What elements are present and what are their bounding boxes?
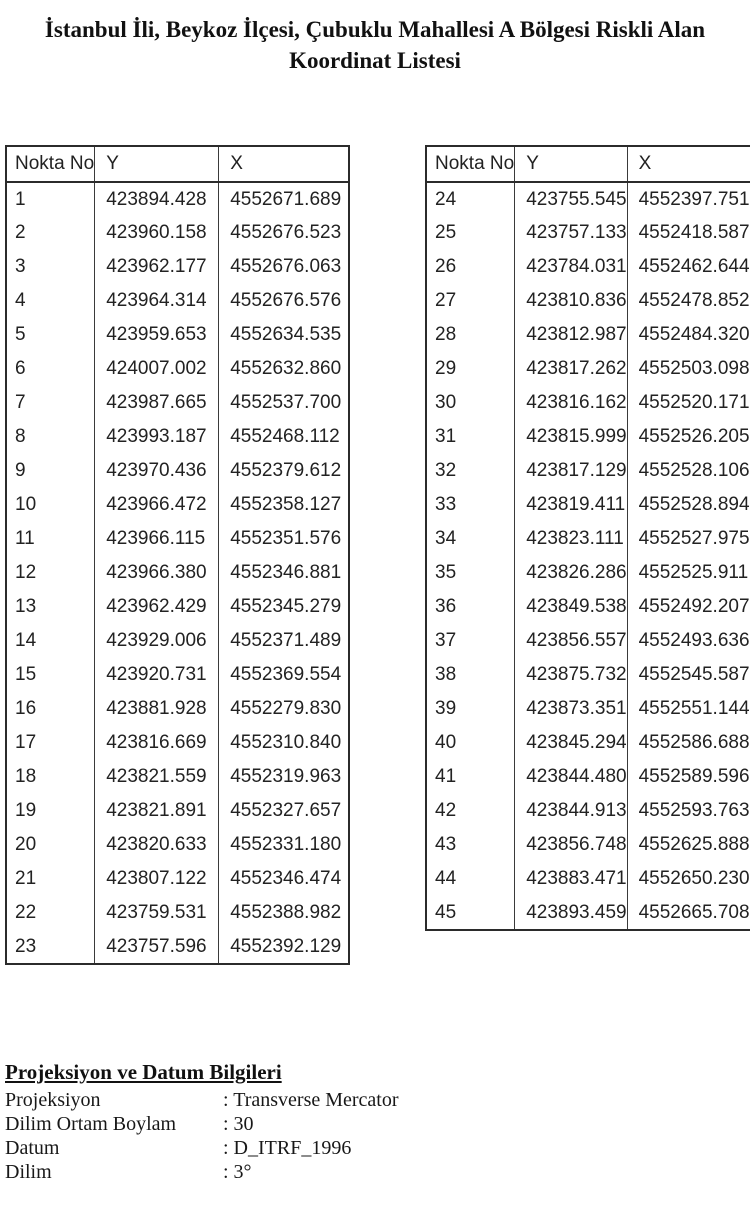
x-coordinate-cell: 4552478.852	[627, 284, 750, 318]
y-coordinate-cell: 423966.380	[95, 556, 219, 590]
x-coordinate-cell: 4552351.576	[219, 522, 349, 556]
table-row	[6, 862, 349, 896]
projection-info-value: : D_ITRF_1996	[223, 1137, 352, 1159]
table-row	[426, 318, 750, 352]
y-coordinate-cell: 423844.913	[515, 794, 627, 828]
x-coordinate-cell: 4552537.700	[219, 386, 349, 420]
projection-datum-heading: Projeksiyon ve Datum Bilgileri	[5, 1060, 282, 1084]
point-number-cell: 45	[435, 901, 457, 923]
table-row	[426, 420, 750, 454]
y-coordinate-cell: 423816.669	[95, 726, 219, 760]
table-row	[426, 828, 750, 862]
y-coordinate-cell: 423817.129	[515, 454, 627, 488]
projection-info-value: : Transverse Mercator	[223, 1089, 399, 1111]
y-coordinate-cell: 423759.531	[95, 896, 219, 930]
x-coordinate-cell: 4552676.576	[219, 284, 349, 318]
column-header-nokta-no: Nokta No	[6, 146, 95, 182]
table-row	[426, 590, 750, 624]
point-number-cell: 40	[435, 732, 457, 753]
point-number-cell: 10	[15, 494, 37, 515]
x-coordinate-cell: 4552279.830	[219, 692, 349, 726]
table-row	[426, 386, 750, 420]
table-row	[6, 794, 349, 828]
x-coordinate-cell: 4552331.180	[219, 828, 349, 862]
column-header-y: Y	[95, 146, 219, 182]
x-coordinate-cell: 4552346.881	[219, 556, 349, 590]
x-coordinate-cell: 4552625.888	[627, 828, 750, 862]
y-coordinate-cell: 424007.002	[95, 352, 219, 386]
table-row	[426, 862, 750, 896]
point-number-cell: 1	[15, 188, 26, 210]
table-row	[426, 726, 750, 760]
x-coordinate-cell: 4552528.106	[627, 454, 750, 488]
projection-datum-section	[5, 1060, 485, 1184]
y-coordinate-cell: 423929.006	[95, 624, 219, 658]
point-number-cell: 30	[435, 392, 457, 413]
table-row	[6, 624, 349, 658]
x-coordinate-cell: 4552484.320	[627, 318, 750, 352]
x-coordinate-cell: 4552418.587	[627, 216, 750, 250]
table-header-row	[6, 146, 349, 182]
table-row	[6, 216, 349, 250]
y-coordinate-cell: 423960.158	[95, 216, 219, 250]
table-row	[426, 284, 750, 318]
point-number-cell: 20	[15, 834, 37, 855]
point-number-cell: 33	[435, 494, 457, 515]
x-coordinate-cell: 4552371.489	[219, 624, 349, 658]
y-coordinate-cell: 423826.286	[515, 556, 627, 590]
table-row	[6, 386, 349, 420]
point-number-cell: 24	[435, 188, 457, 210]
table-row	[426, 522, 750, 556]
projection-info-value: : 30	[223, 1113, 254, 1135]
table-row	[426, 692, 750, 726]
point-number-cell: 28	[435, 324, 457, 345]
y-coordinate-cell: 423823.111	[515, 522, 627, 556]
point-number-cell: 15	[15, 664, 37, 685]
x-coordinate-cell: 4552632.860	[219, 352, 349, 386]
table-row	[6, 420, 349, 454]
column-header-nokta-no: Nokta No	[426, 146, 515, 182]
x-coordinate-cell: 4552671.689	[219, 182, 349, 216]
x-coordinate-cell: 4552492.207	[627, 590, 750, 624]
x-coordinate-cell: 4552527.975	[627, 522, 750, 556]
table-row	[426, 488, 750, 522]
table-row	[6, 896, 349, 930]
x-coordinate-cell: 4552650.230	[627, 862, 750, 896]
y-coordinate-cell: 423856.557	[515, 624, 627, 658]
table-row	[6, 658, 349, 692]
x-coordinate-cell: 4552551.144	[627, 692, 750, 726]
x-coordinate-cell: 4552310.840	[219, 726, 349, 760]
y-coordinate-cell: 423821.891	[95, 794, 219, 828]
y-coordinate-cell: 423966.115	[95, 522, 219, 556]
point-number-cell: 38	[435, 664, 457, 685]
y-coordinate-cell: 423820.633	[95, 828, 219, 862]
table-header-row	[426, 146, 750, 182]
x-coordinate-cell: 4552346.474	[219, 862, 349, 896]
x-coordinate-cell: 4552528.894	[627, 488, 750, 522]
table-row	[426, 624, 750, 658]
x-coordinate-cell: 4552676.523	[219, 216, 349, 250]
table-row	[6, 284, 349, 318]
point-number-cell: 5	[15, 324, 26, 345]
point-number-cell: 44	[435, 868, 457, 889]
table-row	[6, 760, 349, 794]
x-coordinate-cell: 4552503.098	[627, 352, 750, 386]
point-number-cell: 34	[435, 528, 457, 549]
table-row	[6, 488, 349, 522]
y-coordinate-cell: 423810.836	[515, 284, 627, 318]
table-row	[426, 250, 750, 284]
point-number-cell: 8	[15, 426, 26, 447]
point-number-cell: 37	[435, 630, 457, 651]
table-row	[426, 760, 750, 794]
point-number-cell: 13	[15, 596, 37, 617]
point-number-cell: 12	[15, 562, 37, 583]
y-coordinate-cell: 423849.538	[515, 590, 627, 624]
point-number-cell: 25	[435, 222, 457, 243]
point-number-cell: 29	[435, 358, 457, 379]
table-row	[6, 250, 349, 284]
y-coordinate-cell: 423970.436	[95, 454, 219, 488]
point-number-cell: 4	[15, 290, 26, 311]
table-row	[426, 658, 750, 692]
x-coordinate-cell: 4552392.129	[219, 930, 349, 964]
point-number-cell: 42	[435, 800, 457, 821]
x-coordinate-cell: 4552525.911	[627, 556, 750, 590]
table-row	[426, 896, 750, 930]
table-row	[426, 182, 750, 216]
point-number-cell: 27	[435, 290, 457, 311]
projection-info-label: Dilim Ortam Boylam	[5, 1113, 177, 1135]
x-coordinate-cell: 4552545.587	[627, 658, 750, 692]
y-coordinate-cell: 423959.653	[95, 318, 219, 352]
point-number-cell: 2	[15, 222, 26, 243]
x-coordinate-cell: 4552388.982	[219, 896, 349, 930]
point-number-cell: 26	[435, 256, 457, 277]
y-coordinate-cell: 423883.471	[515, 862, 627, 896]
y-coordinate-cell: 423757.133	[515, 216, 627, 250]
y-coordinate-cell: 423807.122	[95, 862, 219, 896]
point-number-cell: 9	[15, 460, 26, 481]
x-coordinate-cell: 4552358.127	[219, 488, 349, 522]
x-coordinate-cell: 4552526.205	[627, 420, 750, 454]
point-number-cell: 22	[15, 902, 37, 923]
x-coordinate-cell: 4552327.657	[219, 794, 349, 828]
table-row	[6, 556, 349, 590]
y-coordinate-cell: 423873.351	[515, 692, 627, 726]
projection-info-label: Datum	[5, 1137, 60, 1159]
point-number-cell: 14	[15, 630, 37, 651]
y-coordinate-cell: 423962.177	[95, 250, 219, 284]
y-coordinate-cell: 423993.187	[95, 420, 219, 454]
y-coordinate-cell: 423881.928	[95, 692, 219, 726]
projection-info-label: Projeksiyon	[5, 1089, 101, 1111]
x-coordinate-cell: 4552593.763	[627, 794, 750, 828]
y-coordinate-cell: 423964.314	[95, 284, 219, 318]
x-coordinate-cell: 4552468.112	[219, 420, 349, 454]
x-coordinate-cell: 4552589.596	[627, 760, 750, 794]
x-coordinate-cell: 4552462.644	[627, 250, 750, 284]
point-number-cell: 36	[435, 596, 457, 617]
y-coordinate-cell: 423875.732	[515, 658, 627, 692]
y-coordinate-cell: 423755.545	[515, 182, 627, 216]
table-row	[6, 182, 349, 216]
y-coordinate-cell: 423812.987	[515, 318, 627, 352]
y-coordinate-cell: 423920.731	[95, 658, 219, 692]
point-number-cell: 11	[15, 528, 35, 549]
point-number-cell: 43	[435, 834, 457, 855]
x-coordinate-cell: 4552319.963	[219, 760, 349, 794]
table-row	[426, 794, 750, 828]
table-row	[426, 556, 750, 590]
y-coordinate-cell: 423966.472	[95, 488, 219, 522]
table-row	[6, 726, 349, 760]
coordinate-table-left	[5, 145, 350, 965]
x-coordinate-cell: 4552397.751	[627, 182, 750, 216]
projection-info-value: : 3°	[223, 1161, 252, 1183]
projection-info-label: Dilim	[5, 1161, 52, 1183]
y-coordinate-cell: 423817.262	[515, 352, 627, 386]
y-coordinate-cell: 423894.428	[95, 182, 219, 216]
y-coordinate-cell: 423815.999	[515, 420, 627, 454]
projection-info-row	[5, 1112, 485, 1136]
point-number-cell: 31	[435, 426, 457, 447]
x-coordinate-cell: 4552586.688	[627, 726, 750, 760]
y-coordinate-cell: 423816.162	[515, 386, 627, 420]
projection-info-row	[5, 1088, 485, 1112]
column-header-y: Y	[515, 146, 627, 182]
point-number-cell: 19	[15, 800, 37, 821]
table-row	[6, 318, 349, 352]
y-coordinate-cell: 423819.411	[515, 488, 627, 522]
point-number-cell: 35	[435, 562, 457, 583]
y-coordinate-cell: 423821.559	[95, 760, 219, 794]
y-coordinate-cell: 423784.031	[515, 250, 627, 284]
table-row	[6, 522, 349, 556]
point-number-cell: 7	[15, 392, 26, 413]
table-row	[6, 930, 349, 964]
point-number-cell: 21	[15, 868, 37, 889]
point-number-cell: 18	[15, 766, 37, 787]
table-row	[6, 590, 349, 624]
column-header-x: X	[219, 146, 349, 182]
y-coordinate-cell: 423845.294	[515, 726, 627, 760]
x-coordinate-cell: 4552520.171	[627, 386, 750, 420]
y-coordinate-cell: 423856.748	[515, 828, 627, 862]
table-row	[426, 352, 750, 386]
point-number-cell: 41	[435, 766, 457, 787]
point-number-cell: 32	[435, 460, 457, 481]
table-row	[426, 454, 750, 488]
x-coordinate-cell: 4552345.279	[219, 590, 349, 624]
projection-info-row	[5, 1160, 485, 1184]
point-number-cell: 6	[15, 358, 26, 379]
point-number-cell: 17	[15, 732, 37, 753]
table-row	[6, 352, 349, 386]
x-coordinate-cell: 4552634.535	[219, 318, 349, 352]
table-row	[426, 216, 750, 250]
y-coordinate-cell: 423757.596	[95, 930, 219, 964]
table-row	[6, 454, 349, 488]
page-title: İstanbul İli, Beykoz İlçesi, Çubuklu Mahallesi A Bölgesi Riskli Alan Koordinat Listesi	[44, 17, 706, 74]
point-number-cell: 23	[15, 935, 37, 957]
x-coordinate-cell: 4552665.708	[627, 896, 750, 930]
table-row	[6, 828, 349, 862]
table-row	[6, 692, 349, 726]
x-coordinate-cell: 4552676.063	[219, 250, 349, 284]
x-coordinate-cell: 4552369.554	[219, 658, 349, 692]
x-coordinate-cell: 4552493.636	[627, 624, 750, 658]
point-number-cell: 3	[15, 256, 26, 277]
projection-info-row	[5, 1136, 485, 1160]
x-coordinate-cell: 4552379.612	[219, 454, 349, 488]
y-coordinate-cell: 423962.429	[95, 590, 219, 624]
column-header-x: X	[627, 146, 750, 182]
y-coordinate-cell: 423893.459	[515, 896, 627, 930]
point-number-cell: 16	[15, 698, 37, 719]
y-coordinate-cell: 423844.480	[515, 760, 627, 794]
coordinate-table-right	[425, 145, 750, 931]
point-number-cell: 39	[435, 698, 457, 719]
y-coordinate-cell: 423987.665	[95, 386, 219, 420]
